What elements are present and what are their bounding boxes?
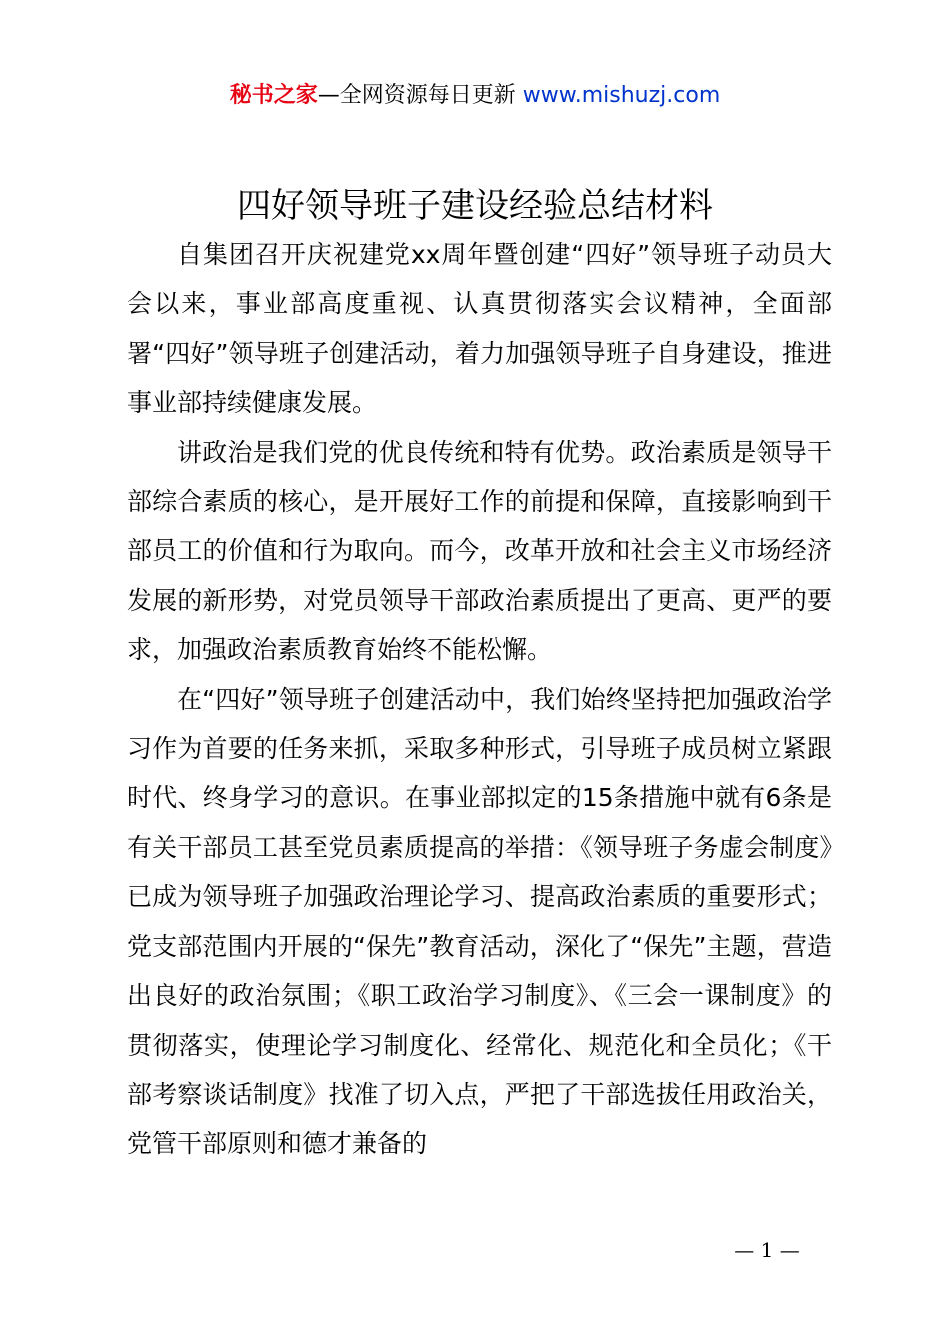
page-number: — 1 — bbox=[734, 1238, 800, 1262]
site-header bbox=[0, 80, 950, 112]
paragraph-1: 自集团召开庆祝建党xx周年暨创建“四好”领导班子动员大会以来，事业部高度重视、认真贯彻落实会议精神，全面部署“四好”领导班子创建活动，着力加强领导班子自身建设，推进事业部持续健康发展。 bbox=[127, 240, 832, 418]
site-tagline: —全网资源每日更新 bbox=[317, 83, 523, 108]
site-brand: 秘书之家 bbox=[229, 83, 318, 108]
document-title: 四好领导班子建设经验总结材料 bbox=[237, 186, 713, 226]
site-url[interactable]: www.mishuzj.com bbox=[522, 83, 721, 108]
paragraph-3: 在“四好”领导班子创建活动中，我们始终坚持把加强政治学习作为首要的任务来抓，采取多种形式，引导班子成员树立紧跟时代、终身学习的意识。在事业部拟定的15条措施中就有6条是有关干部员工甚至党员素质提高的举措：《领导班子务虚会制度》已成为领导班子加强政治理论学习、提高政治素质的重要形式；党支部范围内开展的“保先”教育活动，深化了“保先”主题，营造出良好的政治氛围；《职工政治学习制度》、《三会一课制度》的贯彻落实，使理论学习制度化、经常化、规范化和全员化；《干部考察谈话制度》找准了切入点，严把了干部选拔任用政治关，党管干部原则和德才兼备的 bbox=[127, 684, 832, 1159]
document-body bbox=[127, 230, 832, 1169]
paragraph-2: 讲政治是我们党的优良传统和特有优势。政治素质是领导干部综合素质的核心，是开展好工作的前提和保障，直接影响到干部员工的价值和行为取向。而今，改革开放和社会主义市场经济发展的新形势，对党员领导干部政治素质提出了更高、更严的要求，加强政治素质教育始终不能松懈。 bbox=[127, 437, 832, 665]
